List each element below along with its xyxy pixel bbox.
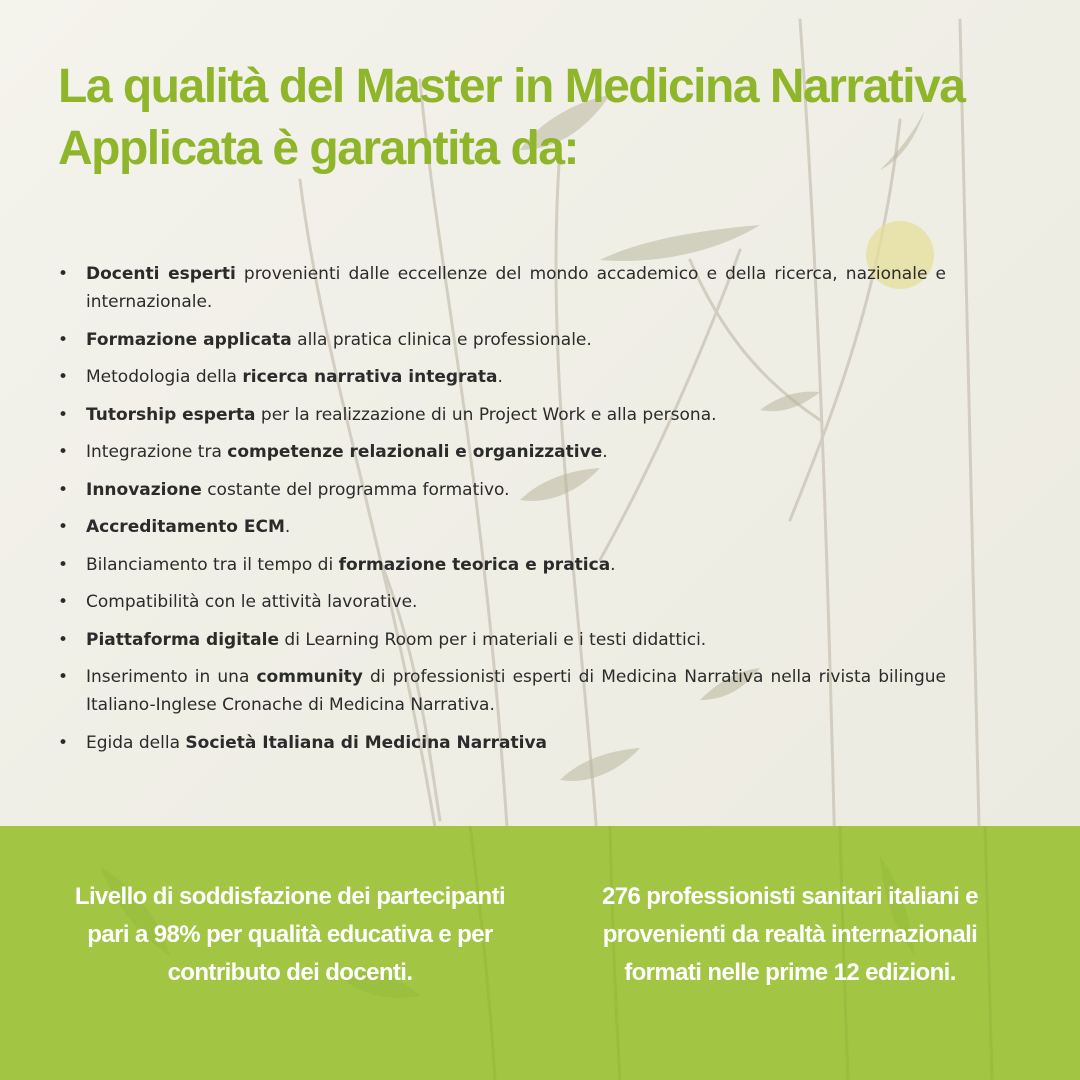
feature-highlight: Docenti esperti: [86, 264, 236, 284]
feature-text: .: [497, 367, 503, 387]
feature-item: [58, 551, 946, 579]
feature-text: .: [610, 554, 616, 575]
feature-text: Bilanciamento tra il tempo di: [86, 554, 339, 575]
feature-text: .: [602, 442, 608, 462]
feature-item: [58, 513, 946, 541]
feature-text: Metodologia della: [86, 367, 243, 387]
feature-item: [58, 476, 946, 504]
page-title: [58, 56, 1018, 180]
feature-highlight: Tutorship esperta: [86, 404, 256, 425]
feature-highlight: community: [256, 667, 363, 687]
feature-highlight: formazione teorica e pratica: [338, 554, 611, 575]
feature-highlight: competenze relazionali e organizzative: [227, 442, 603, 462]
feature-highlight: Piattaforma digitale: [86, 629, 279, 650]
feature-item: [58, 363, 946, 391]
title-line-1: La qualità del Master in Medicina Narrativa: [58, 60, 965, 113]
feature-item: [58, 729, 946, 757]
feature-text: Egida della: [86, 732, 186, 753]
feature-item: [58, 260, 946, 316]
feature-item: [58, 438, 946, 466]
feature-text: per la realizzazione di un Project Work e alla persona.: [255, 404, 717, 425]
feature-item: [58, 588, 946, 616]
feature-text: Integrazione tra: [86, 442, 228, 462]
feature-text: alla pratica clinica e professionale.: [291, 329, 592, 350]
feature-item: [58, 663, 946, 719]
feature-item: [58, 401, 946, 429]
stats-band: [0, 826, 1080, 1080]
features-list: [58, 260, 946, 766]
feature-highlight: Società Italiana di Medicina Narrativa: [185, 732, 548, 753]
trained-professionals-stat: 276 professionisti sanitari italiani e provenienti da realtà internazionali formati nelle prime 12 edizioni.: [601, 883, 978, 986]
feature-highlight: Formazione applicata: [86, 329, 292, 350]
feature-text: costante del programma formativo.: [201, 479, 510, 500]
feature-text: di Learning Room per i materiali e i testi didattici.: [279, 629, 707, 650]
feature-item: [58, 626, 946, 654]
title-line-2: Applicata è garantita da:: [58, 122, 578, 175]
feature-text: Inserimento in una: [86, 667, 257, 687]
feature-text: Compatibilità con le attività lavorative.: [86, 592, 418, 612]
feature-text: provenienti dalle eccellenze del mondo accademico e della ricerca, nazionale e internazionale.: [86, 264, 946, 312]
satisfaction-stat: Livello di soddisfazione dei partecipanti pari a 98% per qualità educativa e per contributo dei docenti.: [74, 883, 506, 986]
feature-text: di professionisti esperti di Medicina Narrativa nella rivista bilingue Italiano-Inglese Cronache di Medicina Narrativa.: [86, 667, 946, 715]
feature-highlight: Innovazione: [86, 479, 202, 500]
feature-item: [58, 326, 946, 354]
feature-text: .: [284, 517, 291, 537]
feature-highlight: Accreditamento ECM: [86, 517, 285, 537]
feature-highlight: ricerca narrativa integrata: [242, 367, 498, 387]
